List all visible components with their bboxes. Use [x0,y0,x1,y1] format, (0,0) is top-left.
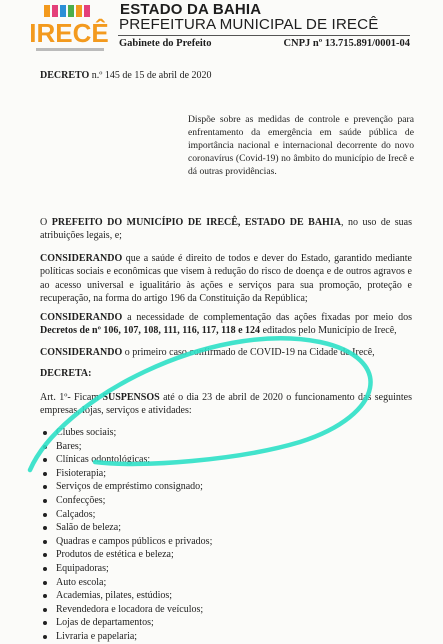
list-item: Salão de beleza; [40,521,212,535]
decreta-heading: DECRETA: [40,368,92,379]
list-item: Fisioterapia; [40,467,212,481]
list-item: Livraria e papelaria; [40,630,212,644]
preamble: O PREFEITO DO MUNICÍPIO DE IRECÊ, ESTADO DE BAHIA, no uso de suas atribuições legais, e; [40,217,412,242]
suspended-activities-list [40,426,212,644]
considerando-1: CONSIDERANDO que a saúde é direito de todos e dever do Estado, garantido mediante políticas sociais e econômicas que visem à redução do risco de doença e de outros agravos e ao acesso universal e igualitário às ações e serviços para sua promoção, proteção e recuperação, na forma do artigo 196 da Constituição da República; [40,253,412,305]
considerando-3: CONSIDERANDO o primeiro caso confirmado de COVID-19 na Cidade de Irecê, [40,347,375,358]
decree-summary: Dispõe sobre as medidas de controle e prevenção para enfrentamento da emergência em saúde pública de importância nacional e internacional decorrente do novo coronavírus (Covid-19) no âmbito do município de Irecê e dá outras providências. [188,114,414,177]
state-title: ESTADO DA BAHIA [120,1,262,18]
list-item: Clínicas odontológicas; [40,453,212,467]
list-item: Revendedora e locadora de veículos; [40,603,212,617]
list-item: Clubes sociais; [40,426,212,440]
svg-text:IRECÊ: IRECÊ [29,18,109,48]
list-item: Confecções; [40,494,212,508]
list-item: Calçados; [40,508,212,522]
list-item: Serviços de empréstimo consignado; [40,480,212,494]
decree-number: DECRETO n.º 145 de 15 de abril de 2020 [40,70,212,81]
irece-logo [28,4,112,56]
list-item: Lojas de departamentos; [40,616,212,630]
list-item: Equipadoras; [40,562,212,576]
cnpj-label: CNPJ nº 13.715.891/0001-04 [283,38,410,49]
header-divider [118,35,410,36]
considerando-2: CONSIDERANDO a necessidade de complementação das ações fixadas por meio dos Decretos de nº 106, 107, 108, 111, 116, 117, 118 e 124 editados pelo Município de Irecê, [40,312,412,337]
list-item: Auto escola; [40,576,212,590]
gabinete-label: Gabinete do Prefeito [119,38,212,49]
list-item: Quadras e campos públicos e privados; [40,535,212,549]
list-item: Bares; [40,440,212,454]
article-1: Art. 1º- Ficam SUSPENSOS até o dia 23 de abril de 2020 o funcionamento das seguintes empresas, lojas, serviços e atividades: [40,392,412,417]
list-item: Academias, pilates, estúdios; [40,589,212,603]
prefeitura-title: PREFEITURA MUNICIPAL DE IRECÊ [119,16,379,33]
list-item: Produtos de estética e beleza; [40,548,212,562]
